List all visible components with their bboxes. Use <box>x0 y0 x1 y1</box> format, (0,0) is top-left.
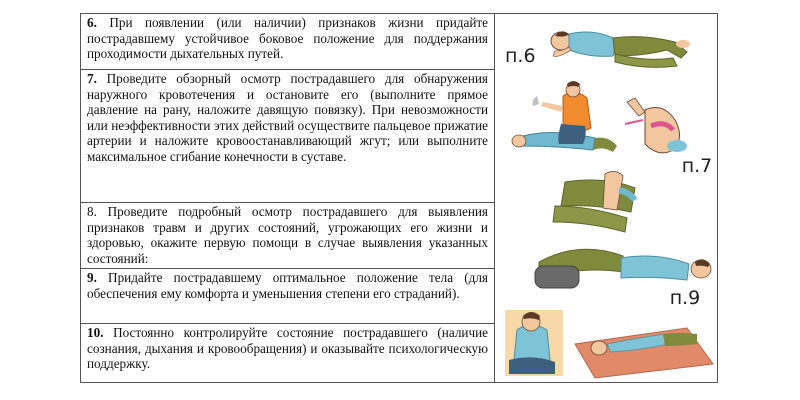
lying-person-illustration <box>575 328 713 378</box>
step-number: 8. <box>87 204 97 219</box>
step-number: 10. <box>87 325 104 340</box>
step-text: Придайте пострадавшему оптимальное положение тела (для обеспечения ему комфорта и уменьшения степени его страданий). <box>87 270 488 301</box>
recovery-position-illustration <box>551 31 690 67</box>
optimal-position-illustration <box>535 249 711 288</box>
step-text: Постоянно контролируйте состояние пострадавшего (наличие сознания, дыхания и кровообращения) и оказывайте психологическую поддержку. <box>87 325 488 372</box>
bleeding-control-illustration <box>625 98 687 153</box>
label-p7: п.7 <box>681 155 713 177</box>
instruction-steps-column <box>81 14 495 382</box>
step-row-6 <box>81 14 494 70</box>
step-text: При появлении (или наличии) признаков жизни придайте пострадавшему устойчивое боковое положение для поддержания проходимости дыхательных путей. <box>87 15 488 62</box>
step-text: Проведите обзорный осмотр пострадавшего для обнаружения наружного кровотечения и остановите его (выполните прямое давление на рану, наложите давящую повязку). При невозможности или неэффективности этих действий осуществите пальцевое прижатие артерии и наложите кровоостанавливающий жгут; или выполните максимальное сгибание конечности в суставе. <box>87 71 488 164</box>
sitting-person-illustration <box>505 310 563 376</box>
illustrations-column <box>495 14 717 382</box>
step-row-8 <box>81 203 494 269</box>
step-number: 6. <box>87 15 97 30</box>
instruction-table-frame <box>80 13 718 383</box>
illustrations-svg <box>495 14 717 382</box>
label-p6: п.6 <box>505 45 536 67</box>
step-text: Проведите подробный осмотр пострадавшего для выявления признаков травм и других состояний, угрожающих его жизни и здоровью, окажите первую помощи в случае выявления указанных состояний: <box>87 204 488 266</box>
step-number: 9. <box>87 270 97 285</box>
label-p9: п.9 <box>669 287 701 309</box>
limb-examination-illustration <box>553 171 635 232</box>
examination-illustration <box>512 81 617 152</box>
step-row-9 <box>81 269 494 324</box>
step-row-7 <box>81 70 494 203</box>
step-row-10 <box>81 324 494 382</box>
step-number: 7. <box>87 71 97 86</box>
